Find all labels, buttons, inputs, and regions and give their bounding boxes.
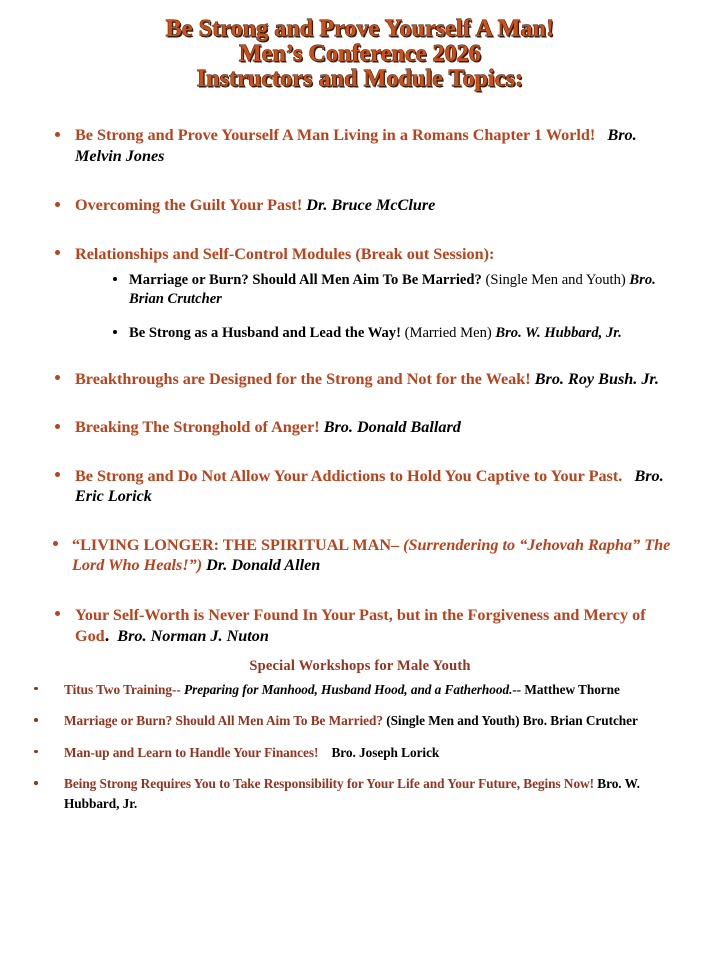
session-item: [50, 417, 678, 438]
sub-session-topic: Marriage or Burn? Should All Men Aim To Be Married?: [129, 272, 482, 288]
session-item: [50, 535, 678, 576]
breakout-sub-list: [75, 271, 678, 343]
session-topic: Your Self-Worth is Never Found In Your Past, but in the Forgiveness and Mercy of God: [75, 605, 646, 645]
workshop-item: [12, 743, 698, 763]
session-presenter: Dr. Bruce McClure: [306, 196, 436, 214]
workshop-presenter: Matthew Thorne: [524, 681, 620, 697]
session-topic: Breaking The Stronghold of Anger!: [75, 418, 320, 436]
bullet-icon: [55, 202, 60, 207]
bullet-icon: [113, 330, 117, 334]
session-item: [50, 125, 678, 166]
workshop-item: [12, 774, 698, 813]
bullet-icon: [34, 781, 38, 785]
title-line-1: Be Strong and Prove Yourself A Man!: [165, 16, 555, 42]
session-item-breakout: [50, 244, 678, 343]
bullet-icon: [55, 424, 60, 429]
sub-session-item: [109, 324, 678, 343]
session-presenter: Dr. Donald Allen: [206, 556, 321, 574]
workshops-section-header: Special Workshops for Male Youth: [249, 657, 471, 674]
bullet-icon: [55, 611, 60, 616]
sub-session-audience: (Married Men): [404, 325, 492, 341]
bullet-icon: [34, 750, 38, 754]
session-topic: Overcoming the Guilt Your Past!: [75, 196, 303, 214]
session-topic: “LIVING LONGER: THE SPIRITUAL MAN–: [72, 535, 400, 554]
session-list: [0, 125, 720, 647]
sub-session-presenter: Bro. W. Hubbard, Jr.: [495, 325, 622, 341]
session-item: [50, 605, 678, 647]
session-item: [50, 195, 678, 216]
sub-session-presenter: Bro. Brian Crutcher: [129, 272, 656, 307]
bullet-icon: [53, 541, 58, 546]
workshop-detail: (Single Men and Youth) Bro. Brian Crutcher: [386, 713, 638, 728]
session-presenter: Bro. Norman J. Nuton: [117, 627, 269, 645]
workshop-detail: Bro. W. Hubbard, Jr.: [64, 776, 640, 811]
session-topic: Be Strong and Prove Yourself A Man Living in a Romans Chapter 1 World!: [75, 126, 596, 144]
session-presenter: Bro. Roy Bush. Jr.: [534, 369, 659, 388]
workshop-detail-italic: Preparing for Manhood, Husband Hood, and a Fatherhood.--: [184, 681, 522, 697]
session-presenter: Bro. Donald Ballard: [323, 418, 461, 436]
sub-session-topic: Be Strong as a Husband and Lead the Way!: [129, 325, 401, 341]
workshop-topic: Being Strong Requires You to Take Responsibility for Your Life and Your Future, Begins Now!: [64, 776, 594, 791]
session-presenter: Bro. Eric Lorick: [75, 466, 664, 505]
workshop-topic: Titus Two Training--: [64, 681, 181, 697]
session-topic: Breakthroughs are Designed for the Strong and Not for the Weak!: [75, 369, 531, 388]
bullet-icon: [55, 472, 60, 477]
bullet-icon: [55, 250, 60, 255]
bullet-icon: [34, 687, 38, 691]
sub-session-item: [109, 271, 678, 308]
bullet-icon: [55, 132, 60, 137]
workshop-topic: Man-up and Learn to Handle Your Finances!: [64, 744, 319, 760]
bullet-icon: [34, 718, 38, 722]
workshop-item: [12, 711, 698, 731]
workshop-item: [12, 680, 698, 700]
bullet-icon: [55, 375, 60, 380]
sub-session-audience: (Single Men and Youth): [485, 272, 626, 288]
session-topic-period: .: [104, 625, 110, 645]
session-item: [50, 466, 678, 507]
session-item: [50, 369, 678, 390]
document-title-block: [0, 0, 720, 92]
session-presenter: Bro. Melvin Jones: [75, 126, 637, 165]
session-topic-italic: (Surrendering to “Jehovah Rapha” The Lord Who Heals!”): [72, 535, 671, 574]
workshop-detail: Bro. Joseph Lorick: [331, 744, 440, 760]
bullet-icon: [113, 277, 117, 281]
workshop-topic: Marriage or Burn? Should All Men Aim To Be Married?: [64, 713, 383, 728]
title-line-3: Instructors and Module Topics:: [196, 66, 524, 92]
session-topic: Be Strong and Do Not Allow Your Addictions to Hold You Captive to Your Past.: [75, 466, 623, 485]
title-line-2: Men’s Conference 2026: [238, 41, 482, 67]
workshop-list: [0, 680, 720, 814]
session-topic: Relationships and Self-Control Modules (Break out Session):: [75, 244, 495, 263]
